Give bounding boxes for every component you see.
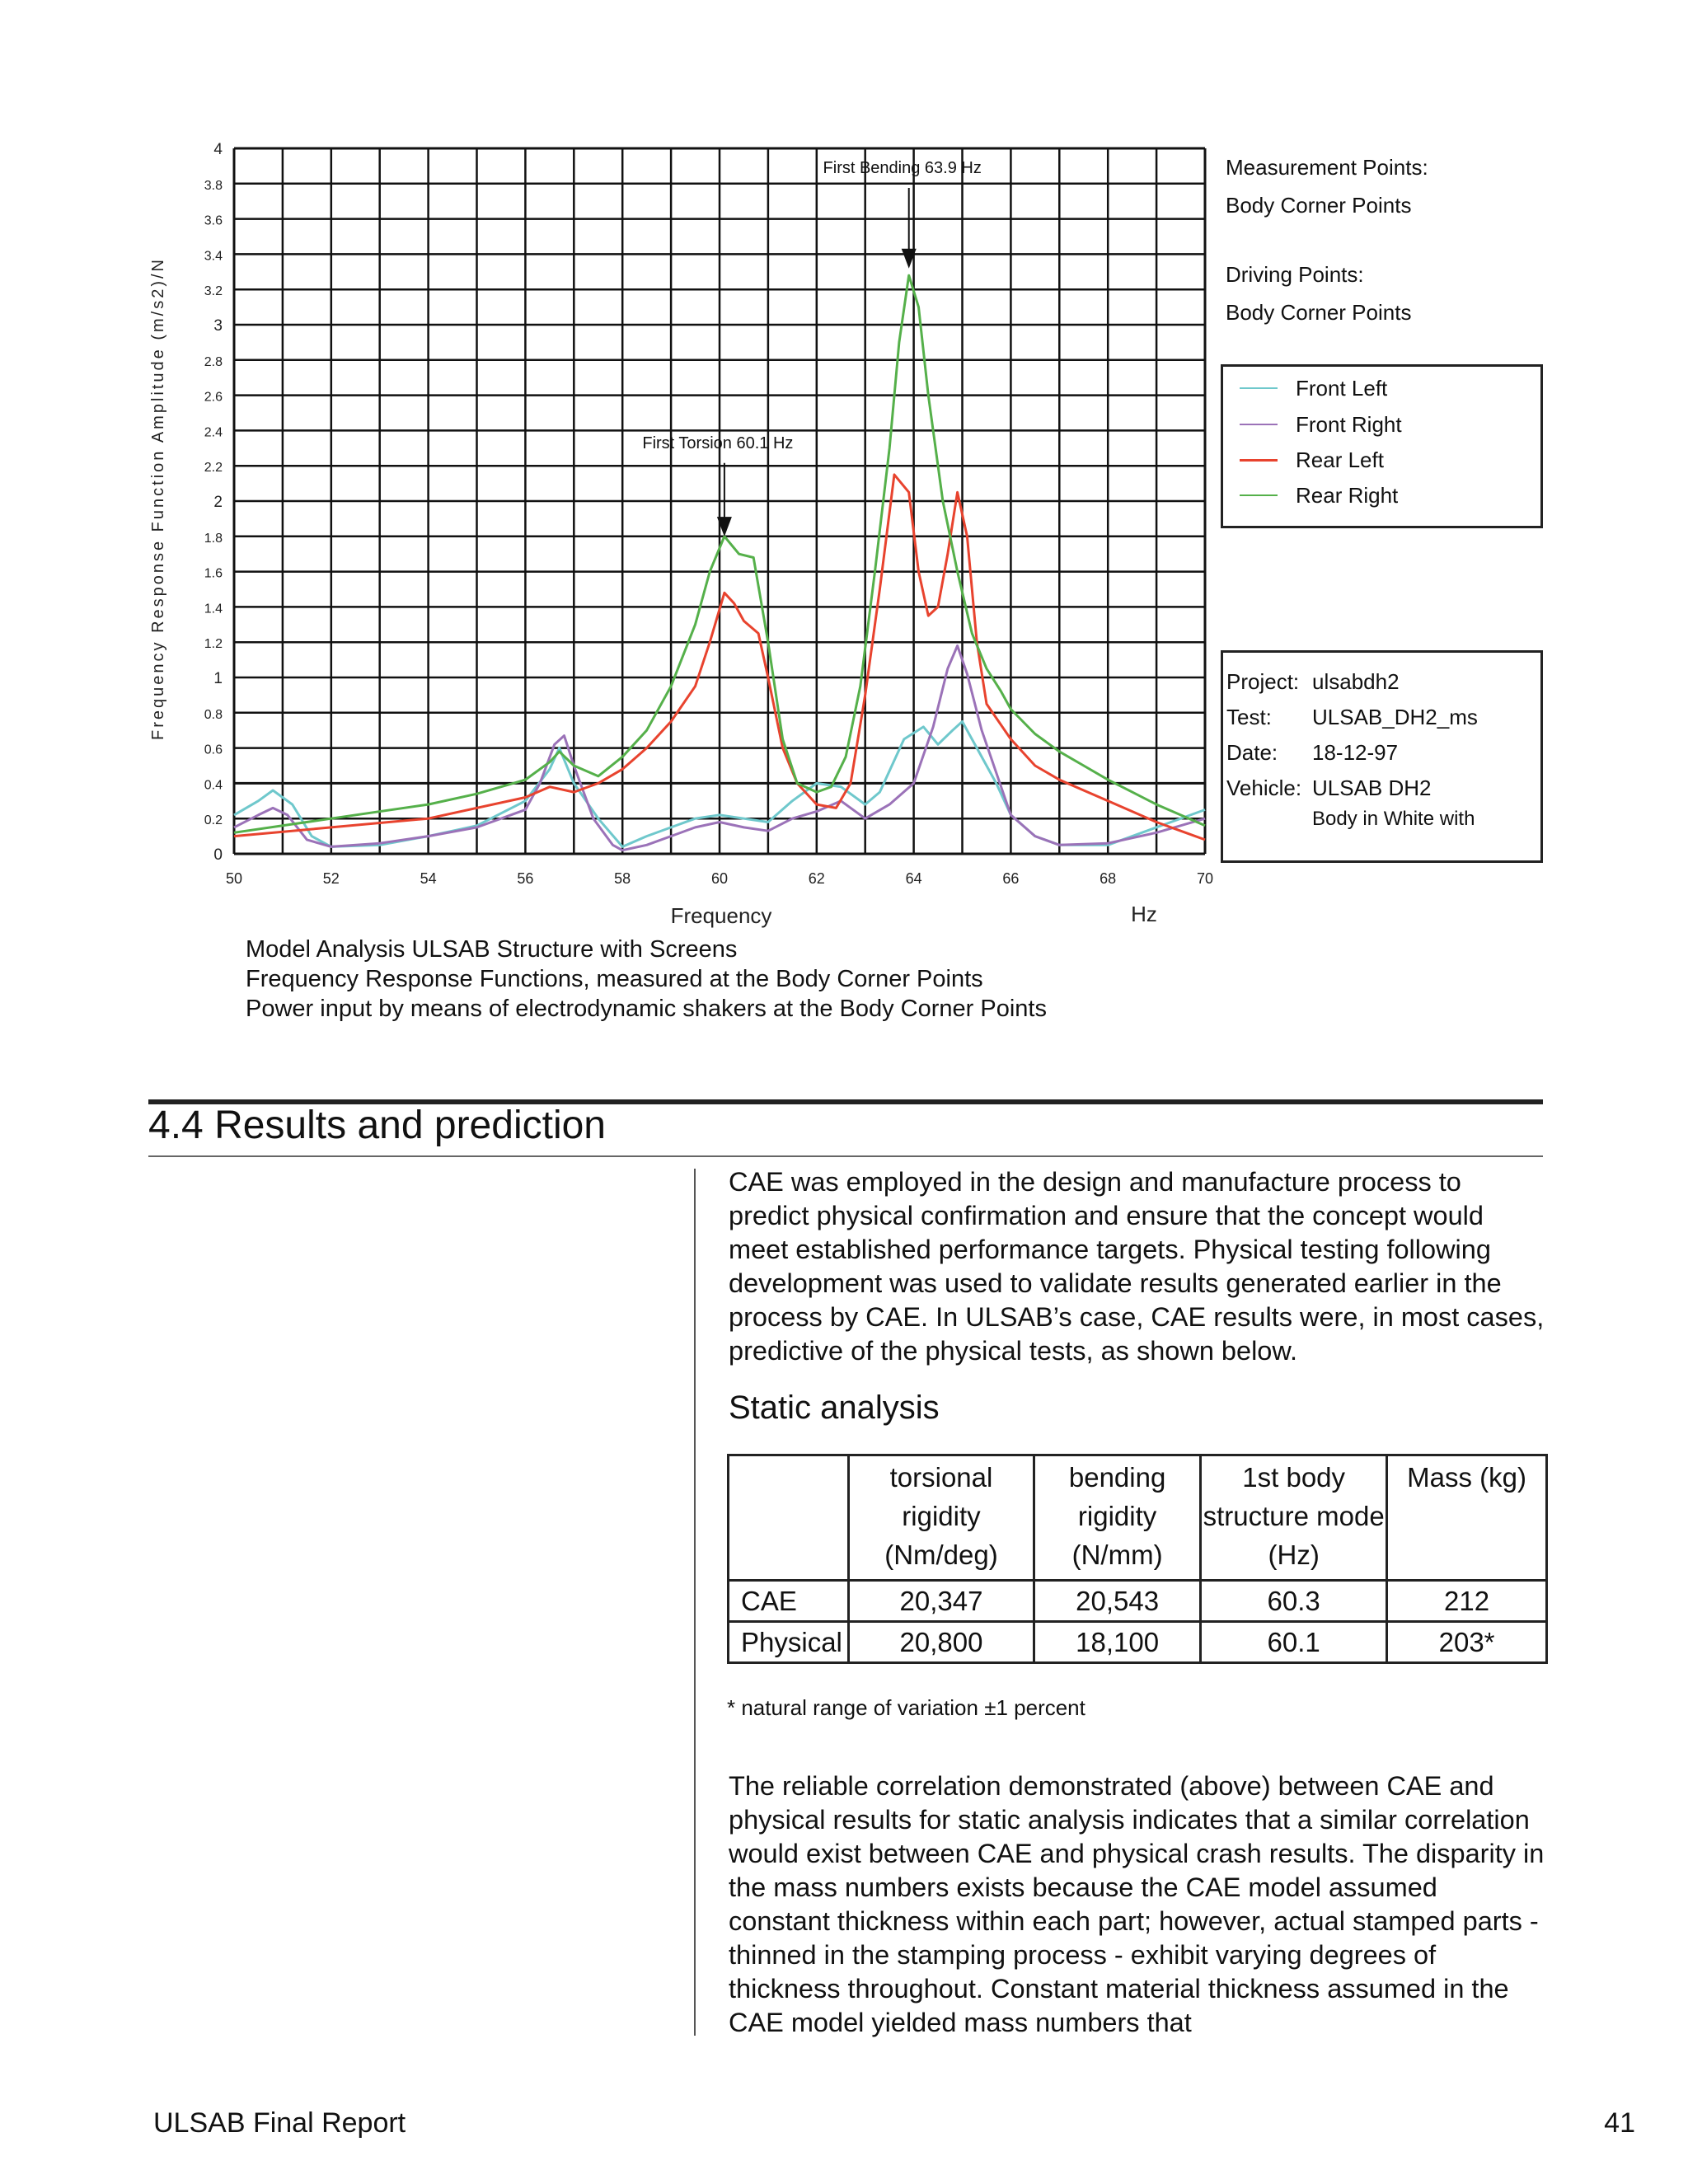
legend-label: Rear Left (1296, 447, 1384, 472)
table-header-cell: torsional rigidity (Nm/deg) (848, 1455, 1034, 1581)
legend-swatch-front-right (1240, 424, 1278, 425)
y-tick-label: 3 (213, 317, 223, 335)
y-tick-label: 3.2 (204, 284, 223, 299)
y-tick-label: 3.6 (204, 213, 223, 228)
table-header-cell: 1st body structure mode (Hz) (1201, 1455, 1387, 1581)
table-footnote: * natural range of variation ±1 percent (727, 1695, 1085, 1720)
project-row: Project: ulsabdh2 (1226, 669, 1400, 694)
y-axis-label: Frequency Response Function Amplitude (m/s2)/N (149, 257, 167, 740)
legend-item (1240, 443, 1384, 476)
table-header-cell: Mass (kg) (1387, 1455, 1547, 1581)
table-cell: 18,100 (1034, 1622, 1201, 1663)
legend-item (1240, 408, 1402, 441)
y-tick-label: 0.4 (204, 778, 223, 793)
x-tick-label: 54 (420, 870, 437, 887)
section-title: 4.4 Results and prediction (148, 1104, 606, 1147)
x-tick-label: 62 (808, 870, 825, 887)
x-axis-unit: Hz (1131, 902, 1157, 926)
table-cell: 20,543 (1034, 1581, 1201, 1622)
project-info-box (1221, 650, 1543, 863)
y-tick-labels (204, 141, 223, 864)
table-cell: 203* (1387, 1622, 1547, 1663)
y-tick-label: 2.4 (204, 425, 223, 440)
table-row (729, 1581, 1547, 1622)
x-tick-label: 60 (710, 870, 729, 887)
legend-swatch-rear-left (1240, 459, 1278, 462)
footer-report-title: ULSAB Final Report (153, 2107, 406, 2139)
table-cell: 60.1 (1201, 1622, 1387, 1663)
section-bottom-rule (148, 1155, 1543, 1157)
y-tick-label: 2.8 (204, 354, 223, 369)
table-cell: CAE (729, 1581, 849, 1622)
x-tick-label: 66 (1002, 870, 1020, 887)
legend-label: Front Right (1296, 411, 1402, 437)
y-tick-label: 1.6 (204, 566, 223, 581)
x-tick-label: 70 (1196, 870, 1214, 887)
intro-paragraph: CAE was employed in the design and manufacture process to predict physical confirmation and ensure that the concept would meet established performance targets. Physical testing following development was used to validate results generated earlier in the process by CAE. In ULSAB’s case, CAE results were, in most cases, predictive of the physical tests, as shown below. (729, 1167, 1545, 1366)
legend (1221, 364, 1543, 528)
driving-points: Body Corner Points (1226, 300, 1412, 325)
vehicle-row: Vehicle: ULSAB DH2 (1226, 776, 1432, 800)
table-row (729, 1622, 1547, 1663)
y-tick-label: 3.8 (204, 178, 223, 193)
y-tick-label: 1.2 (204, 637, 223, 652)
annotation-label: First Torsion 60.1 Hz (642, 434, 794, 452)
legend-item (1240, 479, 1398, 512)
y-tick-label: 2.6 (204, 390, 223, 405)
y-tick-label: 1 (213, 670, 223, 687)
y-tick-label: 3.4 (204, 249, 223, 264)
figure-caption (246, 935, 1047, 1024)
page-number: 41 (1604, 2107, 1635, 2139)
static-analysis-table (727, 1454, 1548, 1664)
correlation-paragraph: The reliable correlation demonstrated (above) between CAE and physical results for static analysis indicates that a similar correlation would exist between CAE and physical crash results. The disparity in the mass numbers exists because the CAE model assumed constant thickness within each part; however, actual stamped parts - thinned in the stamping process - exhibit varying degrees of thickness throughout. Constant material thickness assumed in the CAE model yielded mass numbers that (729, 1771, 1545, 2037)
legend-label: Rear Right (1296, 482, 1399, 508)
y-tick-label: 0.8 (204, 707, 223, 722)
table-header-row (729, 1455, 1547, 1581)
table-header-cell (729, 1455, 849, 1581)
y-tick-label: 2.2 (204, 461, 223, 476)
y-tick-label: 2 (213, 494, 223, 511)
chart-annotations (642, 159, 981, 537)
y-tick-label: 0 (213, 846, 223, 864)
test-row: Test: ULSAB_DH2_ms (1226, 705, 1478, 729)
x-tick-label: 64 (905, 870, 922, 887)
legend-swatch-rear-right (1240, 494, 1278, 496)
legend-swatch-front-left (1240, 387, 1278, 389)
x-tick-label: 50 (225, 870, 243, 887)
x-tick-label: 68 (1100, 870, 1117, 887)
y-tick-label: 4 (213, 141, 223, 158)
y-tick-label: 0.6 (204, 743, 223, 757)
y-tick-label: 0.2 (204, 813, 223, 828)
caption-line: Power input by means of electrodynamic shakers at the Body Corner Points (246, 996, 1047, 1022)
table-header-cell: bending rigidity (N/mm) (1034, 1455, 1201, 1581)
x-axis-label: Frequency (670, 903, 772, 928)
legend-item (1240, 372, 1387, 405)
driving-title: Driving Points: (1226, 262, 1364, 287)
y-tick-label: 1.4 (204, 602, 223, 616)
x-tick-label: 52 (322, 870, 340, 887)
x-tick-labels (226, 870, 1213, 887)
vehicle-sub: Body in White with (1312, 808, 1475, 830)
table-cell: 60.3 (1201, 1581, 1387, 1622)
chart-grid (234, 148, 1205, 854)
annotation-label: First Bending 63.9 Hz (823, 158, 982, 177)
date-row: Date: 18-12-97 (1226, 740, 1399, 765)
caption-line: Model Analysis ULSAB Structure with Screens (246, 936, 738, 963)
y-tick-label: 1.8 (204, 531, 223, 546)
column-divider (694, 1169, 696, 2036)
legend-label: Front Left (1296, 375, 1388, 401)
table-cell: 20,800 (848, 1622, 1034, 1663)
x-tick-label: 56 (517, 870, 534, 887)
measurement-points: Body Corner Points (1226, 193, 1412, 218)
table-cell: 20,347 (848, 1581, 1034, 1622)
table-cell: 212 (1387, 1581, 1547, 1622)
x-tick-label: 58 (614, 870, 631, 887)
static-analysis-heading: Static analysis (729, 1390, 940, 1426)
caption-line: Frequency Response Functions, measured at the Body Corner Points (246, 966, 983, 992)
table-cell: Physical (729, 1622, 849, 1663)
measurement-title: Measurement Points: (1226, 155, 1428, 180)
